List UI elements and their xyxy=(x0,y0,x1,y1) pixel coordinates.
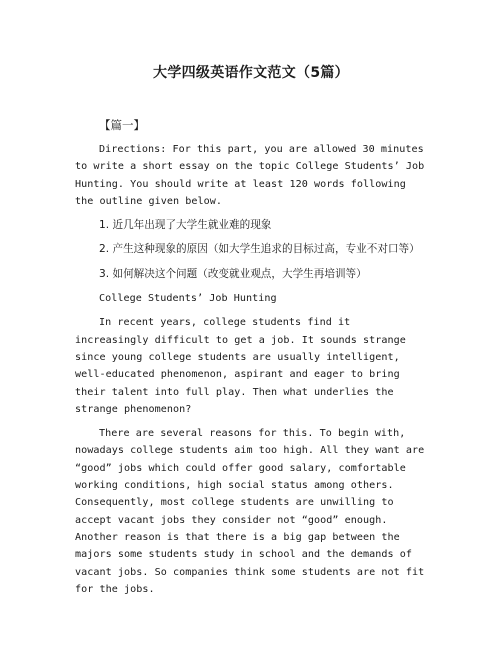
section-tag: 【篇一】 xyxy=(99,118,145,132)
directions-paragraph: Directions: For this part, you are allowed 30 minutes to write a short essay on the topic College Students’ Job Hunting. You should write at least 120 words following the outline given below. xyxy=(75,144,425,207)
essay-title: College Students’ Job Hunting xyxy=(99,293,277,305)
outline-item-2: 2. 产生这种现象的原因（如大学生追求的目标过高，专业不对口等） xyxy=(99,243,420,256)
essay-paragraph-1: In recent years, college students find it increasingly difficult to get a job. It sounds strange since young college students are usually intelligent, well-educated phenomenon, aspirant and eager to bring their talent into full play. Then what underlies the strange phenomenon? xyxy=(75,317,406,415)
outline-item-3: 3. 如何解决这个问题（改变就业观点，大学生再培训等） xyxy=(99,267,367,280)
essay-paragraph-2: There are several reasons for this. To begin with, nowadays college students aim too high. All they want are “good” jobs which could offer good salary, comfortable working conditions, high social status among others. Consequently, most college students are unwilling to accept vacant jobs they consider not “good” enough. Another reason is that there is a big gap between the majors some students study in school and the demands of vacant jobs. So companies think some students are not fit for the jobs. xyxy=(75,428,425,595)
outline-item-1: 1. 近几年出现了大学生就业难的现象 xyxy=(99,219,272,232)
document-title: 大学四级英语作文范文（5篇） xyxy=(153,65,349,81)
document-body xyxy=(75,141,427,605)
